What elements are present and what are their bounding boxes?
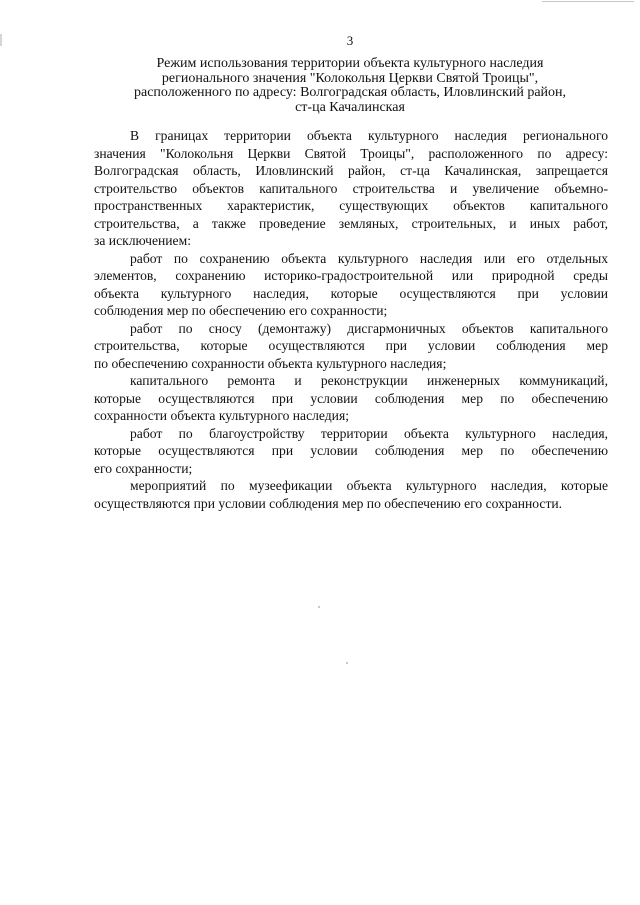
text-line: соблюдения мер по обеспечению его сохранности; — [94, 303, 388, 318]
title-line: ст-ца Качалинская — [295, 99, 405, 115]
text-line: за исключением: — [94, 233, 191, 248]
title-line: расположенного по адресу: Волгоградская область, Иловлинский район, — [133, 85, 567, 100]
text-line: строительства, а также проведение земляных, строительных, и иных работ, — [94, 215, 608, 231]
page-number: 3 — [346, 33, 354, 48]
text-line: которые осуществляются при условии соблюдения мер по обеспечению — [94, 443, 608, 458]
title-line: регионального значения "Колокольня Церкви Святой Троицы", — [161, 70, 539, 86]
paragraph-intro — [94, 127, 608, 250]
text-line: пространственных характеристик, существующих объектов капитального — [94, 198, 608, 213]
document-body — [94, 127, 608, 512]
text-line: элементов, сохранению историко-градостроительной или природной среды — [94, 268, 608, 283]
text-line: мероприятий по музеефикации объекта культурного наследия, которые — [130, 478, 608, 493]
text-line: объекта культурного наследия, которые осуществляются при условии — [94, 285, 608, 301]
text-line: работ по сохранению объекта культурного наследия или его отдельных — [130, 250, 608, 266]
scan-speck — [346, 662, 348, 664]
text-line: В границах территории объекта культурного наследия регионального — [130, 128, 608, 143]
paragraph-exception-landscaping — [94, 425, 608, 478]
text-line: строительство объектов капитального строительства и увеличение объемно- — [94, 180, 608, 196]
paragraph-exception-utilities — [94, 372, 608, 425]
paragraph-exception-museumification — [94, 477, 608, 512]
paragraph-exception-preservation — [94, 250, 608, 320]
text-line: капитального ремонта и реконструкции инженерных коммуникаций, — [130, 373, 608, 388]
document-title — [40, 57, 640, 115]
text-line: Волгоградская область, Иловлинский район, ст-ца Качалинская, запрещается — [94, 163, 608, 178]
text-line: сохранности объекта культурного наследия; — [94, 408, 349, 423]
text-line: строительства, которые осуществляются при условии соблюдения мер — [94, 338, 608, 353]
title-line: Режим использования территории объекта культурного наследия — [156, 56, 544, 71]
text-line: по обеспечению сохранности объекта культурного наследия; — [94, 355, 447, 371]
text-line: которые осуществляются при условии соблюдения мер по обеспечению — [94, 390, 608, 406]
scan-speck — [318, 606, 320, 608]
text-line: значения "Колокольня Церкви Святой Троицы", расположенного по адресу: — [94, 145, 608, 161]
scan-artifact — [542, 1, 634, 2]
text-line: осуществляются при условии соблюдения мер по обеспечению его сохранности. — [94, 495, 563, 511]
text-line: его сохранности; — [94, 460, 193, 476]
text-line: работ по сносу (демонтажу) дисгармоничных объектов капитального — [130, 320, 608, 336]
paragraph-exception-demolition — [94, 320, 608, 373]
text-line: работ по благоустройству территории объекта культурного наследия, — [130, 425, 608, 441]
